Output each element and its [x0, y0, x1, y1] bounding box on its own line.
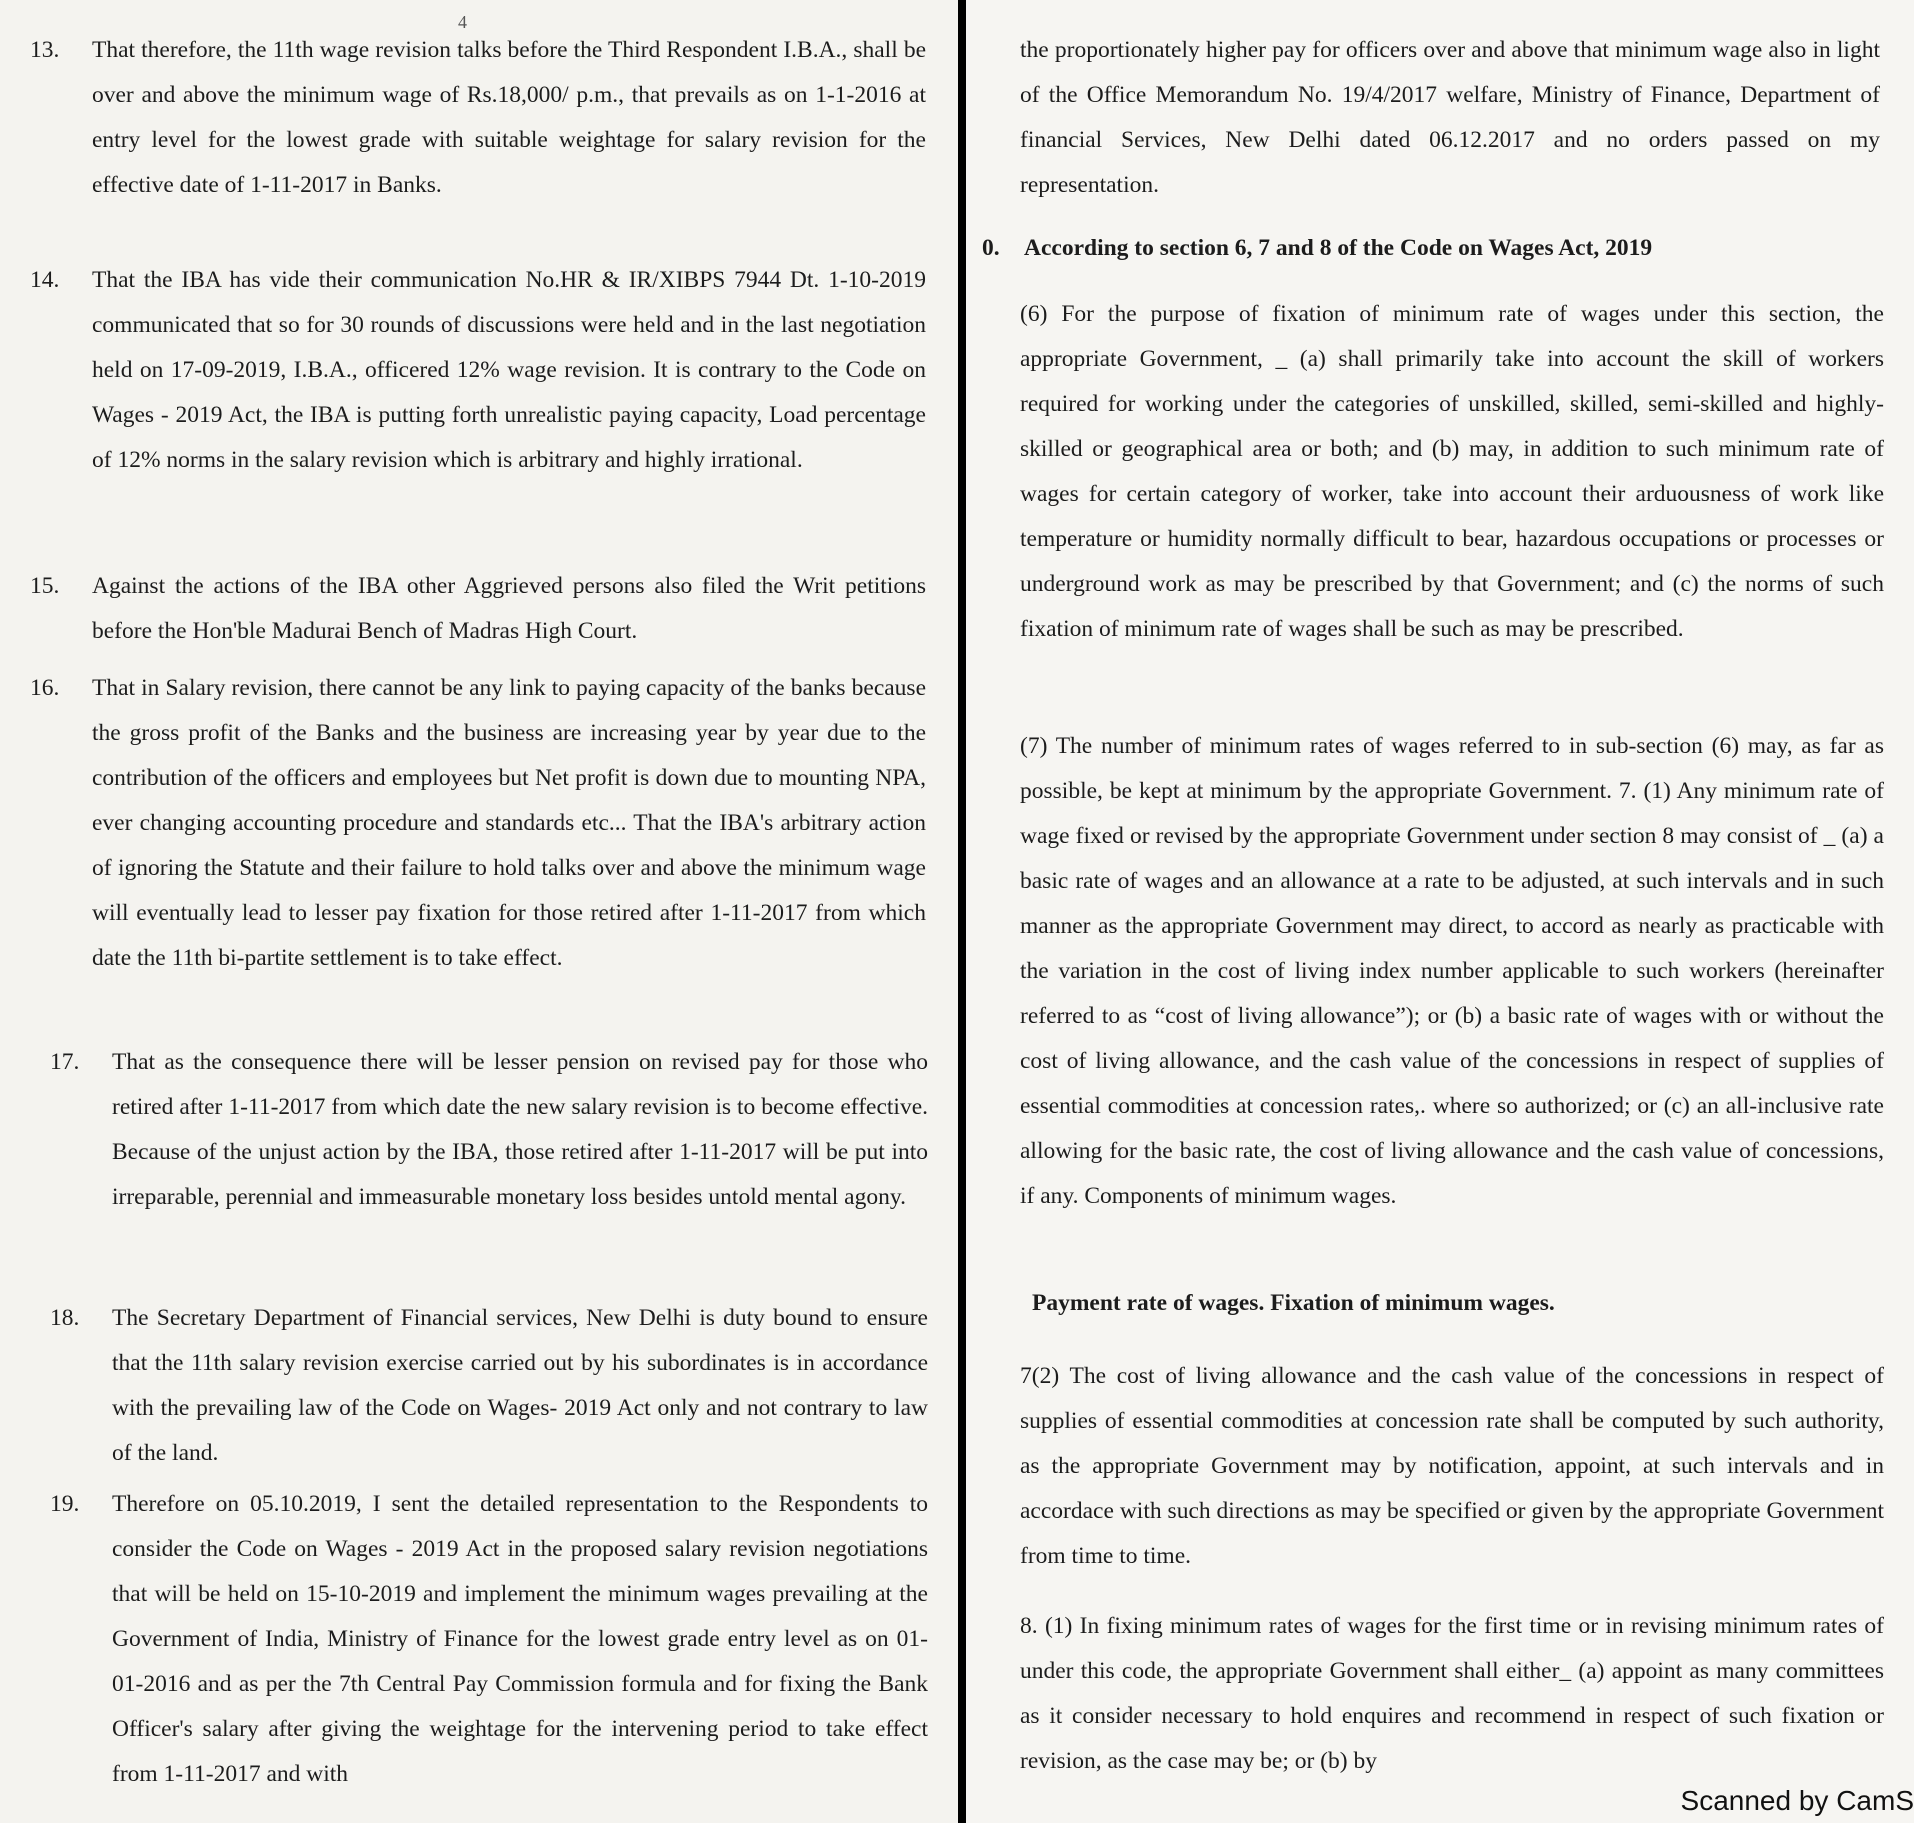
paragraph-number: 16. — [30, 675, 60, 701]
paragraph-14 — [30, 258, 926, 483]
paragraph-text: Therefore on 05.10.2019, I sent the detailed representation to the Respondents to consider the Code on Wages - 2019 Act in the proposed salary revision negotiations that will be held on 15-10-2019 and implement the minimum wages prevailing at the Government of India, Ministry of Finance for the lowest grade entry level as on 01-01-2016 and as per the 7th Central Pay Commission formula and for fixing the Bank Officer's salary after giving the weightage for the intervening period to take effect from 1-11-2017 and with — [112, 1491, 928, 1787]
heading-number: 0. — [982, 235, 1000, 261]
paragraph-17 — [50, 1040, 928, 1220]
section-8-text: 8. (1) In fixing minimum rates of wages for the first time or in revising minimum rates of under this code, the appropriate Government shall either_ (a) appoint as many committees as it consider necessary to hold enquires and recommend in respect of such fixation or revision, as the case may be; or (b) by — [1020, 1613, 1884, 1774]
paragraph-number: 13. — [30, 37, 60, 63]
paragraph-number: 15. — [30, 573, 60, 599]
paragraph-text: The Secretary Department of Financial services, New Delhi is duty bound to ensure that the 11th salary revision exercise carried out by his subordinates is in accordance with the prevailing law of the Code on Wages- 2019 Act only and not contrary to law of the land. — [112, 1305, 928, 1466]
sub-heading: Payment rate of wages. Fixation of minimum wages. — [1032, 1290, 1555, 1316]
paragraph-number: 14. — [30, 267, 60, 293]
paragraph-number: 19. — [50, 1491, 80, 1517]
section-heading — [982, 226, 1888, 271]
paragraph-16 — [30, 666, 926, 981]
paragraph-text: Against the actions of the IBA other Aggrieved persons also filed the Writ petitions before the Hon'ble Madurai Bench of Madras High Court. — [92, 573, 926, 644]
continuation-text: the proportionately higher pay for officers over and above that minimum wage also in light of the Office Memorandum No. 19/4/2017 welfare, Ministry of Finance, Department of financial Services, New Delhi dated 06.12.2017 and no orders passed on my representation. — [1020, 37, 1880, 198]
paragraph-13 — [30, 28, 926, 208]
heading-text: According to section 6, 7 and 8 of the Code on Wages Act, 2019 — [1024, 235, 1653, 261]
scanner-watermark: Scanned by CamS — [1680, 1785, 1914, 1816]
paragraph-19 — [50, 1482, 928, 1797]
paragraph-text: That as the consequence there will be lesser pension on revised pay for those who retired after 1-11-2017 from which date the new salary revision is to become effective. Because of the unjust action by the IBA, those retired after 1-11-2017 will be put into irreparable, perennial and immeasurable monetary loss besides untold mental agony. — [112, 1049, 928, 1210]
paragraph-text: That the IBA has vide their communication No.HR & IR/XIBPS 7944 Dt. 1-10-2019 communicated that so for 30 rounds of discussions were held and in the last negotiation held on 17-09-2019, I.B.A., officered 12% wage revision. It is contrary to the Code on Wages - 2019 Act, the IBA is putting forth unrealistic paying capacity, Load percentage of 12% norms in the salary revision which is arbitrary and highly irrational. — [92, 267, 926, 473]
paragraph-text: That in Salary revision, there cannot be any link to paying capacity of the banks because the gross profit of the Banks and the business are increasing year by year due to the contribution of the officers and employees but Net profit is down due to mounting NPA, ever changing accounting procedure and standards etc... That the IBA's arbitrary action of ignoring the Statute and their failure to hold talks over and above the minimum wage will eventually lead to lesser pay fixation for those retired after 1-11-2017 from which date the 11th bi-partite settlement is to take effect. — [92, 675, 926, 971]
paragraph-text: That therefore, the 11th wage revision talks before the Third Respondent I.B.A., shall be over and above the minimum wage of Rs.18,000/ p.m., that prevails as on 1-1-2016 at entry level for the lowest grade with suitable weightage for salary revision for the effective date of 1-11-2017 in Banks. — [92, 37, 926, 198]
right-page — [966, 0, 1914, 1823]
section-6-text: (6) For the purpose of fixation of minimum rate of wages under this section, the appropriate Government, _ (a) shall primarily take into account the skill of workers required for working under the categories of unskilled, skilled, semi-skilled and highly-skilled or geographical area or both; and (b) may, in addition to such minimum rate of wages for certain category of worker, take into account their arduousness of work like temperature or humidity normally difficult to bear, hazardous occupations or processes or underground work as may be prescribed by that Government; and (c) the norms of such fixation of minimum rate of wages shall be such as may be prescribed. — [1020, 301, 1884, 642]
section-7-2-text: 7(2) The cost of living allowance and the cash value of the concessions in respect of supplies of essential commodities at concession rate shall be computed by such authority, as the appropriate Government may by notification, appoint, at such intervals and in accordace with such directions as may be specified or given by the appropriate Government from time to time. — [1020, 1363, 1884, 1569]
paragraph-15 — [30, 564, 926, 654]
paragraph-number: 17. — [50, 1049, 80, 1075]
paragraph-18 — [50, 1296, 928, 1476]
page-number: 4 — [458, 12, 467, 32]
section-7-text: (7) The number of minimum rates of wages referred to in sub-section (6) may, as far as possible, be kept at minimum by the appropriate Government. 7. (1) Any minimum rate of wage fixed or revised by the appropriate Government under section 8 may consist of _ (a) a basic rate of wages and an allowance at a rate to be adjusted, at such intervals and in such manner as the appropriate Government may direct, to accord as nearly as practicable with the variation in the cost of living index number applicable to such workers (hereinafter referred to as “cost of living allowance”); or (b) a basic rate of wages with or without the cost of living allowance, and the cash value of the concessions in respect of supplies of essential commodities at concession rates,. where so authorized; or (c) an all-inclusive rate allowing for the basic rate, the cost of living allowance and the cash value of concessions, if any. Components of minimum wages. — [1020, 733, 1884, 1209]
paragraph-number: 18. — [50, 1305, 80, 1331]
